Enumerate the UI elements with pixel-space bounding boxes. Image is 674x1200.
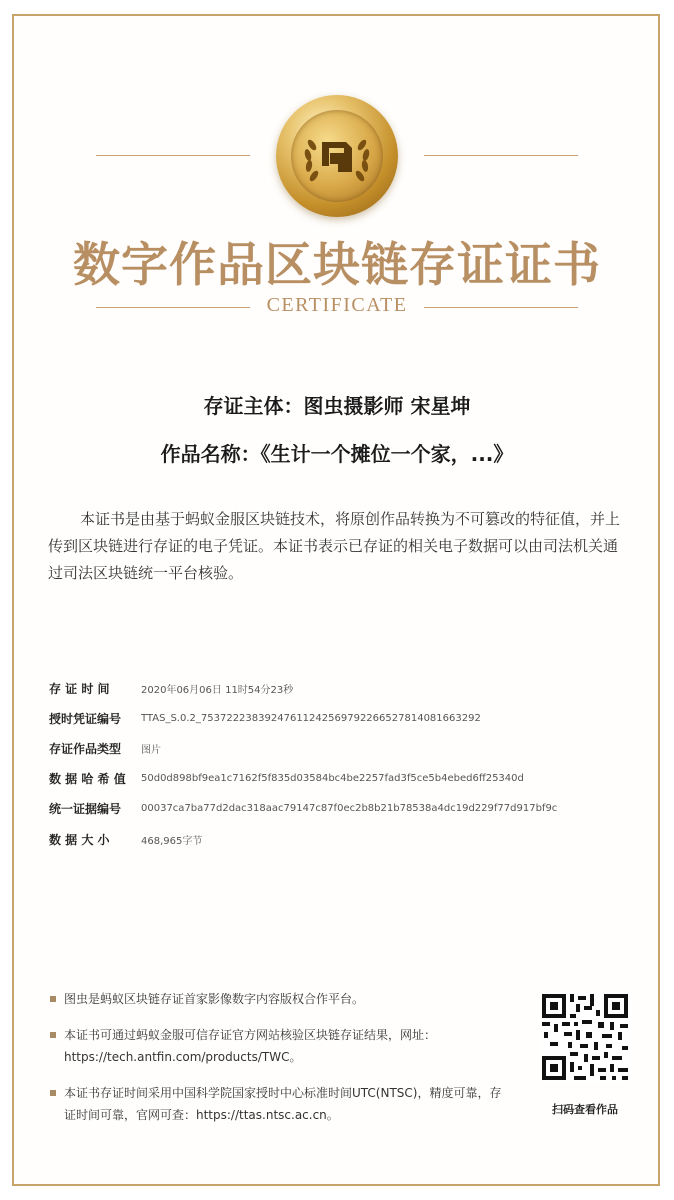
note-item	[50, 1024, 510, 1068]
note-item	[50, 1082, 510, 1126]
work-title-line: 作品名称：《生计一个摊位一个家，...》	[160, 442, 514, 466]
certificate-title: 数字作品区块链存证证书	[73, 238, 601, 293]
notes-list	[50, 988, 510, 1140]
info-value: TTAS_S.0.2_753722238392476112425697922665278140816632​92	[141, 712, 481, 724]
info-value: 468,965字节	[141, 835, 203, 847]
qr-code-icon[interactable]	[540, 992, 630, 1082]
note-text: 图虫是蚂蚁区块链存证首家影像数字内容版权合作平台。	[64, 992, 365, 1006]
info-row-timestamp-id	[49, 703, 629, 733]
info-label: 存证作品类型	[49, 741, 122, 756]
info-label: 数 据 哈 希 值	[49, 772, 126, 787]
info-label: 存 证 时 间	[49, 681, 110, 696]
gold-seal-logo	[276, 95, 398, 217]
note-item	[50, 988, 510, 1010]
info-label: 数 据 大 小	[49, 832, 110, 847]
info-row-time	[49, 673, 629, 703]
square-bullet-icon	[50, 1090, 56, 1096]
left-ornament-line	[96, 155, 250, 156]
info-label: 统一证据编号	[49, 802, 122, 817]
info-value: 2020年06月06日 11时54分23秒	[141, 684, 294, 696]
info-value: 图片	[141, 744, 161, 756]
info-row-size	[49, 824, 629, 854]
note-text: 本证书存证时间采用中国科学院国家授时中心标准时间UTC(NTSC)，精度可靠，存证时间可靠，官网可查：https://ttas.ntsc.ac.cn。	[64, 1086, 502, 1122]
description-paragraph: 本证书是由基于蚂蚁金服区块链技术，将原创作品转换为不可篡改的特征值，并上传到区块链进行存证的电子凭证。本证书表示已存证的相关电子数据可以由司法机关通过司法区块链统一平台核验。	[48, 510, 621, 582]
info-value: 00037ca7ba77d2dac318aac79147c87f0ec2b8b21b78538a4dc19d229f77d917bf9c	[141, 803, 558, 815]
info-table	[49, 673, 629, 854]
info-value: 50d0d898bf9ea1c7162f5f835d03584bc4be2257fad3f5ce5b4ebed6ff25340d	[141, 773, 524, 785]
qr-caption: 扫码查看作品	[552, 1103, 618, 1116]
info-row-evidence-id	[49, 794, 629, 824]
info-row-hash	[49, 764, 629, 794]
right-ornament-line	[424, 155, 578, 156]
square-bullet-icon	[50, 1032, 56, 1038]
info-row-work-type	[49, 733, 629, 763]
note-text: 本证书可通过蚂蚁金服可信存证官方网站核验区块链存证结果，网址：https://tech.antfin.com/products/TWC。	[64, 1028, 437, 1064]
subject-line: 存证主体：图虫摄影师 宋星坤	[203, 394, 471, 418]
certificate-subtitle: CERTIFICATE	[266, 294, 408, 316]
square-bullet-icon	[50, 996, 56, 1002]
info-label: 授时凭证编号	[49, 711, 122, 726]
laurel-wreath-icon	[276, 95, 398, 217]
